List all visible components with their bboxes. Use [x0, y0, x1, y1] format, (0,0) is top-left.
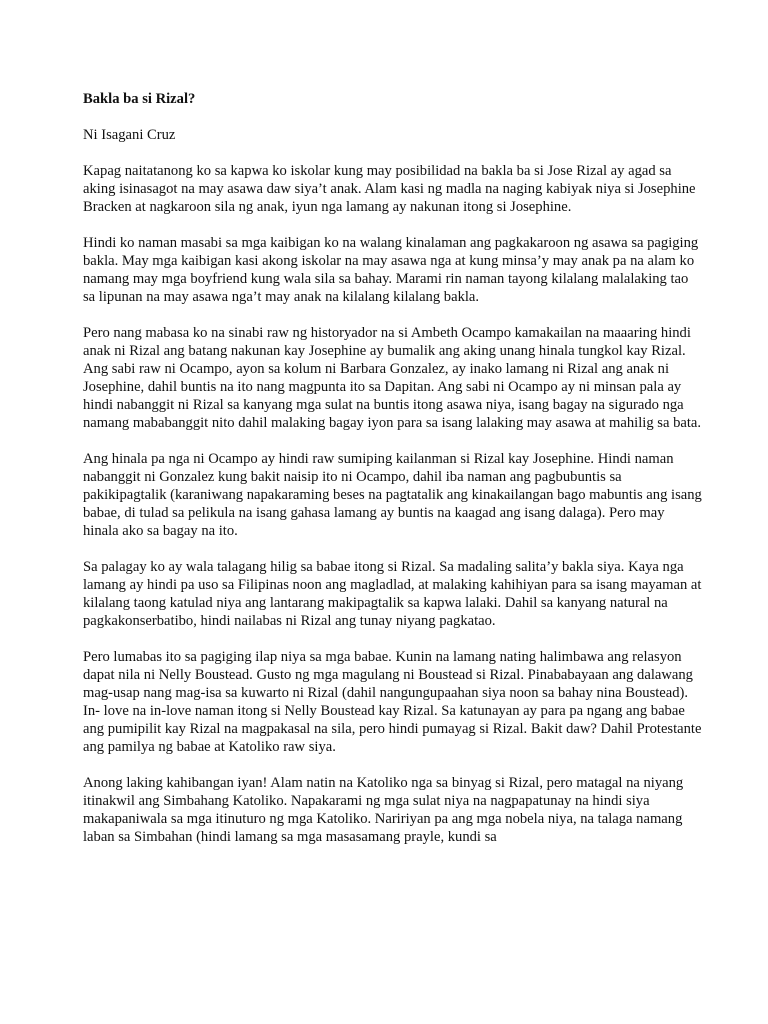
document-body [83, 90, 703, 864]
paragraph: Kapag naitatanong ko sa kapwa ko iskolar kung may posibilidad na bakla ba si Jose Rizal ay agad sa aking isinasagot na may asawa daw siya’t anak. Alam kasi ng madla na naging kabiyak niya si Josephine Bracken at nagkaroon sila ng anak, iyun nga lamang ay nakunan itong si Josephine. [83, 163, 696, 215]
paragraph: Sa palagay ko ay wala talagang hilig sa babae itong si Rizal. Sa madaling salita’y bakla siya. Kaya nga lamang ay hindi pa uso sa Filipinas noon ang magladlad, at malaking kahihiyan para sa isang mayaman at kilalang taong katulad niya ang lantarang makipagtalik sa kapwa lalaki. Dahil sa kanyang natural na pagkakonserbatibo, hindi nailabas ni Rizal ang tunay niyang pagkatao. [83, 559, 702, 629]
document-title: Bakla ba si Rizal? [83, 91, 196, 107]
paragraph: Ang hinala pa nga ni Ocampo ay hindi raw sumiping kailanman si Rizal kay Josephine. Hindi naman nabanggit ni Gonzalez kung bakit naisip ito ni Ocampo, dahil iba naman ang pagbubuntis sa pakikipagtalik (karaniwang napakaraming beses na pagtatalik ang kinakailangan bago mabuntis ang isang babae, di tulad sa pelikula na isang gahasa lamang ay buntis na kaagad ang isang dalaga). Pero may hinala ako sa bagay na ito. [83, 451, 702, 539]
paragraph: Hindi ko naman masabi sa mga kaibigan ko na walang kinalaman ang pagkakaroon ng asawa sa pagiging bakla. May mga kaibigan kasi akong iskolar na may asawa nga at kung minsa’y may anak pa na alam ko namang may mga boyfriend kung wala sila sa bahay. Marami rin naman tayong kilalang malalaking tao sa lipunan na may asawa nga’t may anak na kilalang kilalang bakla. [83, 235, 699, 305]
paragraph: Pero nang mabasa ko na sinabi raw ng historyador na si Ambeth Ocampo kamakailan na maaaring hindi anak ni Rizal ang batang nakunan kay Josephine ay bumalik ang aking unang hinala tungkol kay Rizal. Ang sabi raw ni Ocampo, ayon sa kolum ni Barbara Gonzalez, ay inako lamang ni Rizal ang anak ni Josephine, dahil buntis na ito nang magpunta ito sa Dapitan. Ang sabi ni Ocampo ay ni minsan pala ay hindi nabanggit ni Rizal sa kanyang mga sulat na buntis itong asawa niya, isang bagay na sigurado nga namang mababanggit nito dahil malaking bagay iyon para sa isang lalaking may asawa at mahilig sa bata. [83, 325, 702, 431]
paragraph: Pero lumabas ito sa pagiging ilap niya sa mga babae. Kunin na lamang nating halimbawa ang relasyon dapat nila ni Nelly Boustead. Gusto ng mga magulang ni Boustead si Rizal. Pinababayaan ang dalawang mag-usap nang mag-isa sa kuwarto ni Rizal (dahil nangungupaahan siya noon sa bahay nina Boustead). In- love na in-love naman itong si Nelly Boustead kay Rizal. Sa katunayan ay para pa ngang ang babae ang pumipilit kay Rizal na magpakasal na sila, pero hindi pumayag si Rizal. Bakit daw? Dahil Protestante ang pamilya ng babae at Katoliko raw siya. [83, 649, 702, 755]
document-author: Ni Isagani Cruz [83, 127, 176, 143]
paragraph: Anong laking kahibangan iyan! Alam natin na Katoliko nga sa binyag si Rizal, pero matagal na niyang itinakwil ang Simbahang Katoliko. Napakarami ng mga sulat niya na nagpapatunay na hindi siya makapaniwala sa mga itinuturo ng mga Katoliko. Naririyan pa ang mga nobela niya, na talaga namang laban sa Simbahan (hindi lamang sa mga masasamang prayle, kundi sa [83, 775, 684, 845]
